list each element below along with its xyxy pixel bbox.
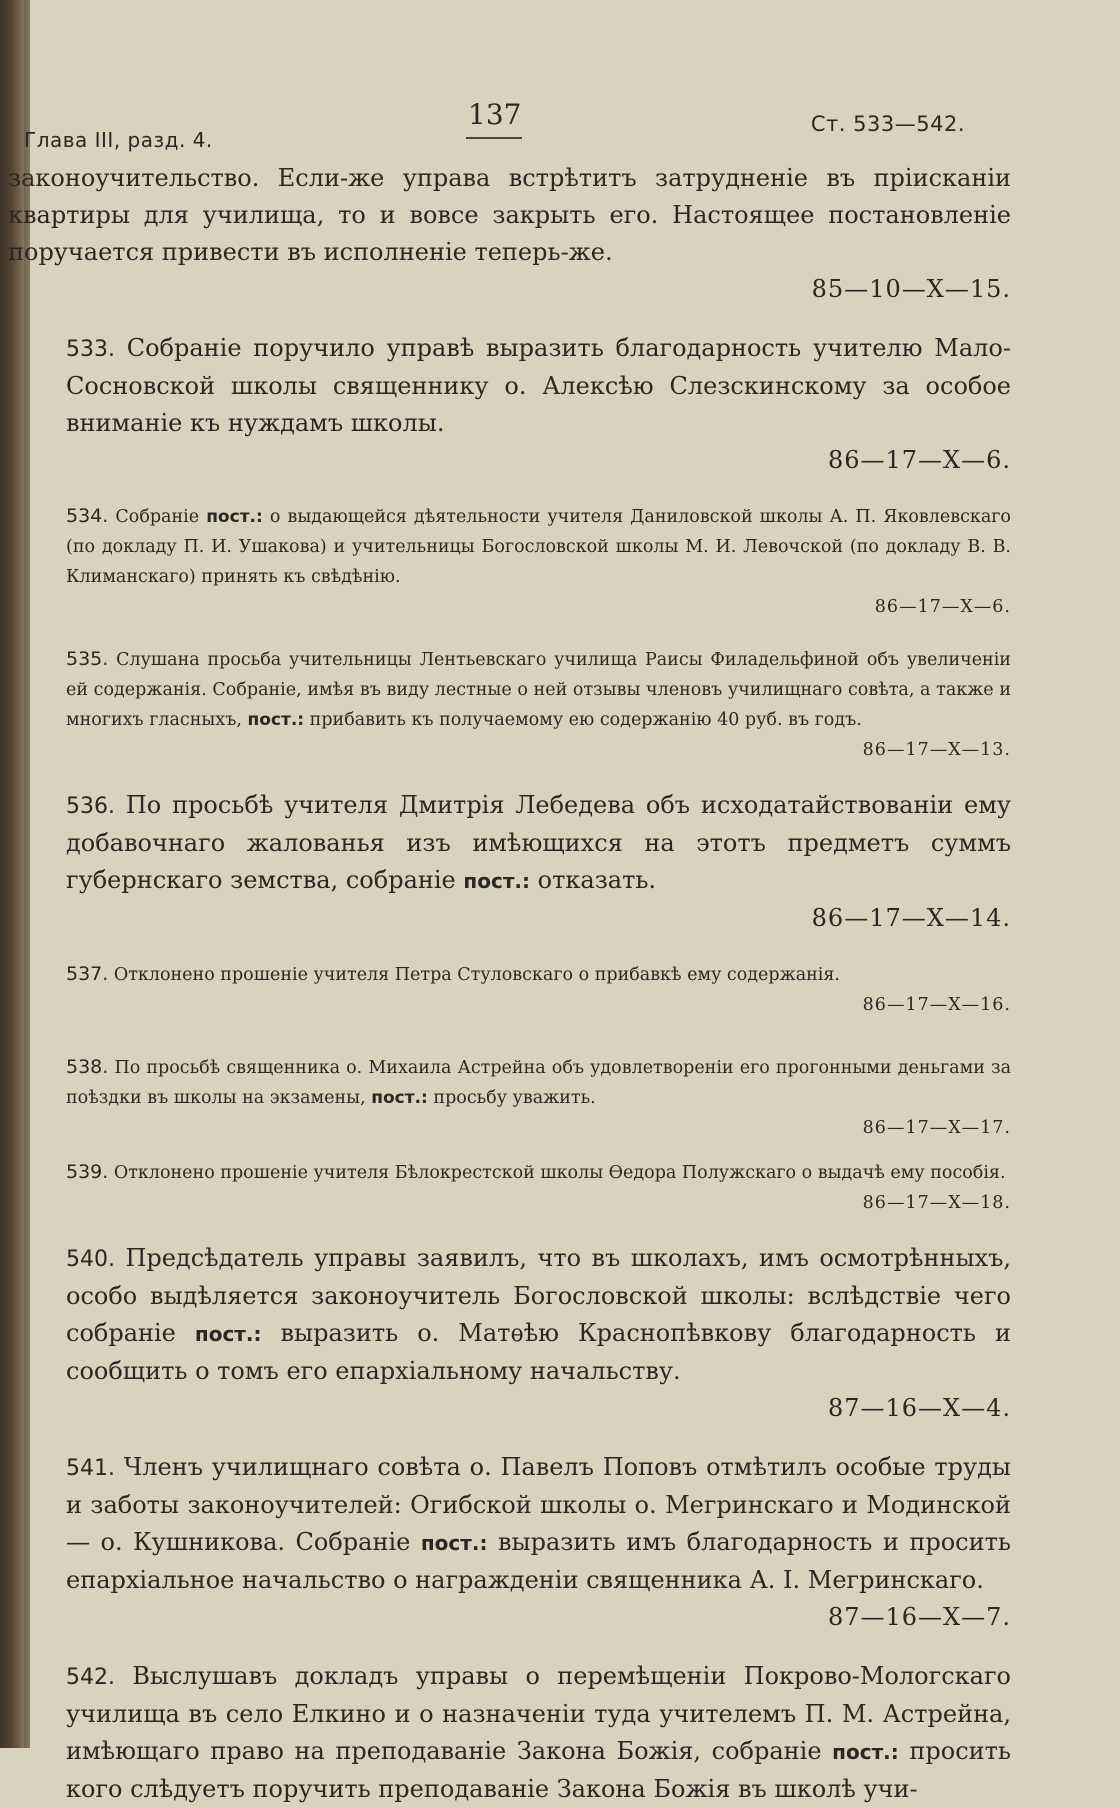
item-post-word: пост.: [206, 507, 263, 527]
item-number: 536. [66, 794, 115, 819]
item-534 [8, 501, 1011, 622]
item-number: 540. [66, 1247, 115, 1272]
item-text: Отклонено прошеніе учителя Петра Стуловскаго о прибавкѣ ему содержанія. [113, 965, 840, 985]
item-date: 86—17—X—13. [862, 740, 1011, 760]
item-date: 87—16—X—4. [827, 1394, 1011, 1422]
item-number: 537. [66, 963, 109, 985]
continuation-paragraph [8, 160, 1011, 308]
item-number: 535. [66, 648, 109, 670]
item-date: 86—17—X—6. [827, 446, 1011, 474]
item-date: 87—16—X—7. [827, 1603, 1011, 1631]
item-text: выразить о. Матѳѣю Краснопѣвкову благодарность и сообщить о томъ его епархіальному начальству. [66, 1319, 1011, 1385]
item-post-word: пост.: [247, 710, 305, 730]
item-541 [8, 1449, 1011, 1636]
paragraph-text: законоучительство. Если-же управа встрѣтитъ затрудненіе въ пріисканіи квартиры для училища, то и вовсе закрыть его. Настоящее постановленіе поручается привести въ исполненіе теперь-же. [8, 164, 1011, 266]
item-number: 533. [66, 337, 115, 362]
item-538 [8, 1052, 1011, 1143]
item-date: 86—17—X—6. [874, 597, 1011, 617]
item-pre-text: Собраніе [115, 507, 200, 527]
item-text: отказать. [537, 866, 657, 894]
item-text: просить кого слѣдуетъ поручить преподаваніе Закона Божія въ школѣ учи- [66, 1737, 1011, 1803]
item-number: 538. [66, 1056, 109, 1078]
item-pre-text: Выслушавъ докладъ управы о перемѣщеніи Покрово-Мологскаго училища въ село Елкино и о назначеніи туда учителемъ П. М. Астрейна, имѣющаго право на преподаваніе Закона Божія, собраніе [66, 1662, 1011, 1765]
item-533 [8, 330, 1011, 479]
item-text: о выдающейся дѣятельности учителя Даниловской школы А. П. Яковлевскаго (по докладу П. И. Ушакова) и учительницы Богословской школы М. И. Левочской (по докладу В. В. Климанскаго) принять къ свѣдѣнію. [66, 507, 1011, 587]
item-542 [8, 1658, 1011, 1808]
item-537 [8, 959, 1011, 1020]
item-number: 539. [66, 1161, 109, 1183]
item-540 [8, 1240, 1011, 1427]
item-number: 541. [66, 1456, 115, 1481]
item-post-word: пост.: [371, 1088, 428, 1108]
item-text: Собраніе поручило управѣ выразить благодарность учителю Мало-Сосновской школы священнику о. Алексѣю Слезскинскому за особое вниманіе къ нуждамъ школы. [66, 334, 1011, 437]
item-pre-text: Слушана просьба учительницы Лентьевскаго училища Раисы Филадельфиной объ увеличеніи ей содержанія. Собраніе, имѣя въ виду лестные о ней отзывы членовъ училищнаго совѣта, а также и многихъ гласныхъ, [66, 650, 1011, 730]
item-date: 86—17—X—16. [862, 995, 1011, 1015]
item-535 [8, 644, 1011, 765]
item-pre-text: По просьбѣ учителя Дмитрія Лебедева объ исходатайствованіи ему добавочнаго жалованья изъ имѣющихся на этотъ предметъ суммъ губернскаго земства, собраніе [66, 791, 1011, 894]
item-text: Отклонено прошеніе учителя Бѣлокрестской школы Ѳедора Полужскаго о выдачѣ ему пособія. [113, 1163, 1006, 1183]
item-date: 86—17—X—18. [862, 1193, 1011, 1213]
item-date: 86—17—X—14. [811, 904, 1011, 932]
item-text: выразить имъ благодарность и просить епархіальное начальство о награжденіи священника А. І. Мегринскаго. [66, 1528, 1011, 1594]
item-539 [8, 1157, 1011, 1218]
item-number: 534. [66, 505, 109, 527]
item-pre-text: По просьбѣ священника о. Михаила Астрейна объ удовлетвореніи его прогонными деньгами за поѣздки въ школы на экзамены, [66, 1058, 1011, 1108]
item-date: 86—17—X—17. [862, 1118, 1011, 1138]
chapter-header: Глава III, разд. 4. [24, 128, 213, 152]
item-text: прибавить къ получаемому ею содержанію 40 руб. въ годъ. [309, 710, 862, 730]
item-number: 542. [66, 1665, 115, 1690]
item-text: просьбу уважить. [433, 1088, 596, 1108]
item-pre-text: Членъ училищнаго совѣта о. Павелъ Поповъ отмѣтилъ особые труды и заботы законоучителей: Огибской школы о. Мегринскаго и Модинской — о. Кушникова. Собраніе [66, 1453, 1011, 1556]
document-body [8, 160, 1011, 1808]
item-536 [8, 787, 1011, 937]
item-post-word: пост.: [194, 1322, 262, 1346]
item-post-word: пост.: [832, 1740, 899, 1764]
paragraph-date: 85—10—X—15. [811, 275, 1011, 303]
item-pre-text: Предсѣдатель управы заявилъ, что въ школахъ, имъ осмотрѣнныхъ, особо выдѣляется законоучитель Богословской школы: вслѣдствіе чего собраніе [66, 1244, 1011, 1347]
page-number: 137 [468, 98, 522, 131]
articles-range: Ст. 533—542. [810, 112, 965, 136]
item-post-word: пост.: [420, 1531, 488, 1555]
page-number-rule [466, 137, 522, 139]
item-post-word: пост.: [463, 869, 531, 893]
